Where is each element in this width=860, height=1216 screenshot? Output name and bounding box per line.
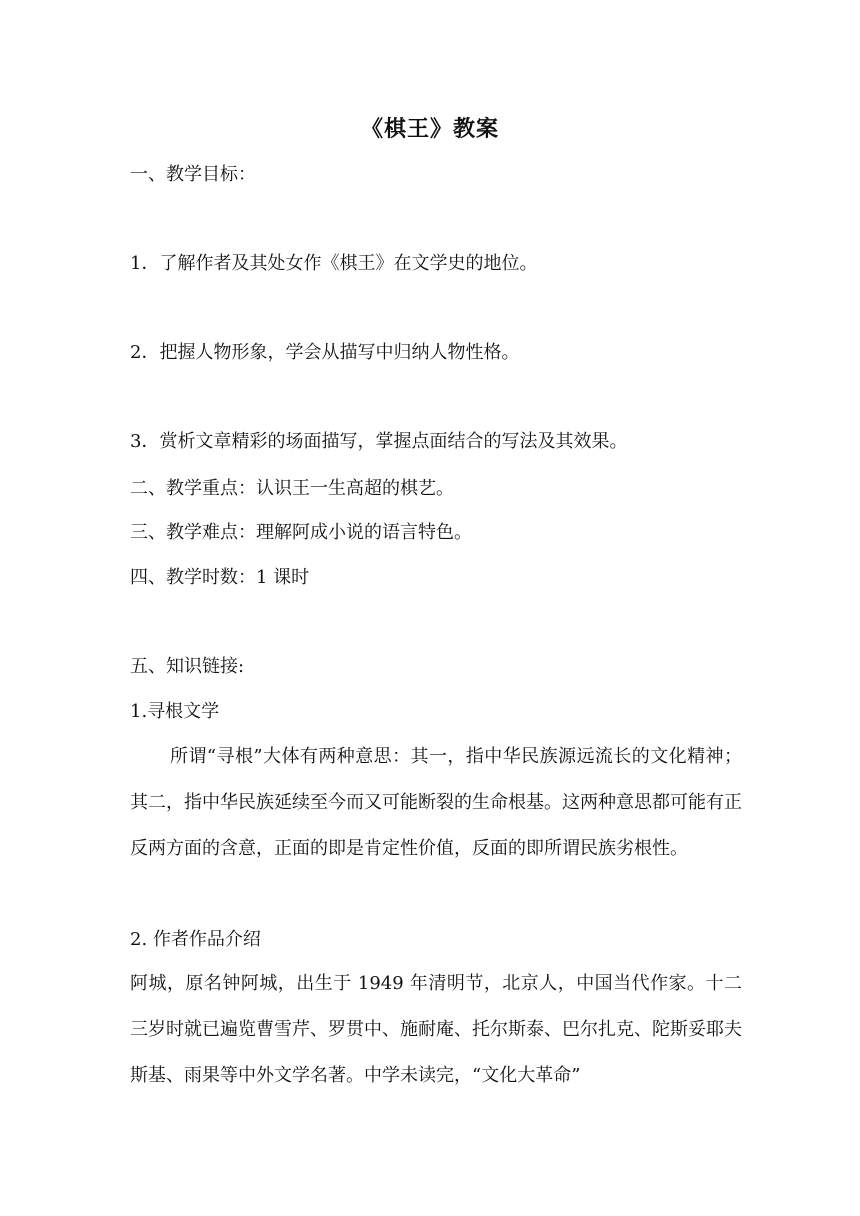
document-title: 《棋王》教案 <box>360 116 499 142</box>
goal-item-2: 2．把握人物形象，学会从描写中归纳人物性格。 <box>130 342 520 363</box>
goal-item-1: 1．了解作者及其处女作《棋王》在文学史的地位。 <box>130 253 538 274</box>
subsection-heading-author: 2. 作者作品介绍 <box>130 929 261 950</box>
difficulty-point: 三、教学难点：理解阿成小说的语言特色。 <box>130 522 472 543</box>
teaching-hours: 四、教学时数：1 课时 <box>130 567 310 588</box>
goals-heading: 一、教学目标： <box>130 164 256 185</box>
subsection-heading-root-literature: 1.寻根文学 <box>130 701 220 722</box>
goal-item-3: 3．赏析文章精彩的场面描写，掌握点面结合的写法及其效果。 <box>130 431 628 452</box>
key-point: 二、教学重点：认识王一生高超的棋艺。 <box>130 478 454 499</box>
author-paragraph: 阿城，原名钟阿城，出生于 1949 年清明节，北京人，中国当代作家。十二三岁时就已遍览曹雪芹、罗贯中、施耐庵、托尔斯泰、巴尔扎克、陀斯妥耶夫斯基、雨果等中外文学名著。中学未读完，“文化大革命” <box>130 973 742 1086</box>
root-literature-paragraph: 所谓“寻根”大体有两种意思：其一，指中华民族源远流长的文化精神；其二，指中华民族延续至今而又可能断裂的生命根基。这两种意思都可能有正反两方面的含意，正面的即是肯定性价值，反面的即所谓民族劣根性。 <box>130 746 742 859</box>
knowledge-links-heading: 五、知识链接: <box>130 656 245 677</box>
